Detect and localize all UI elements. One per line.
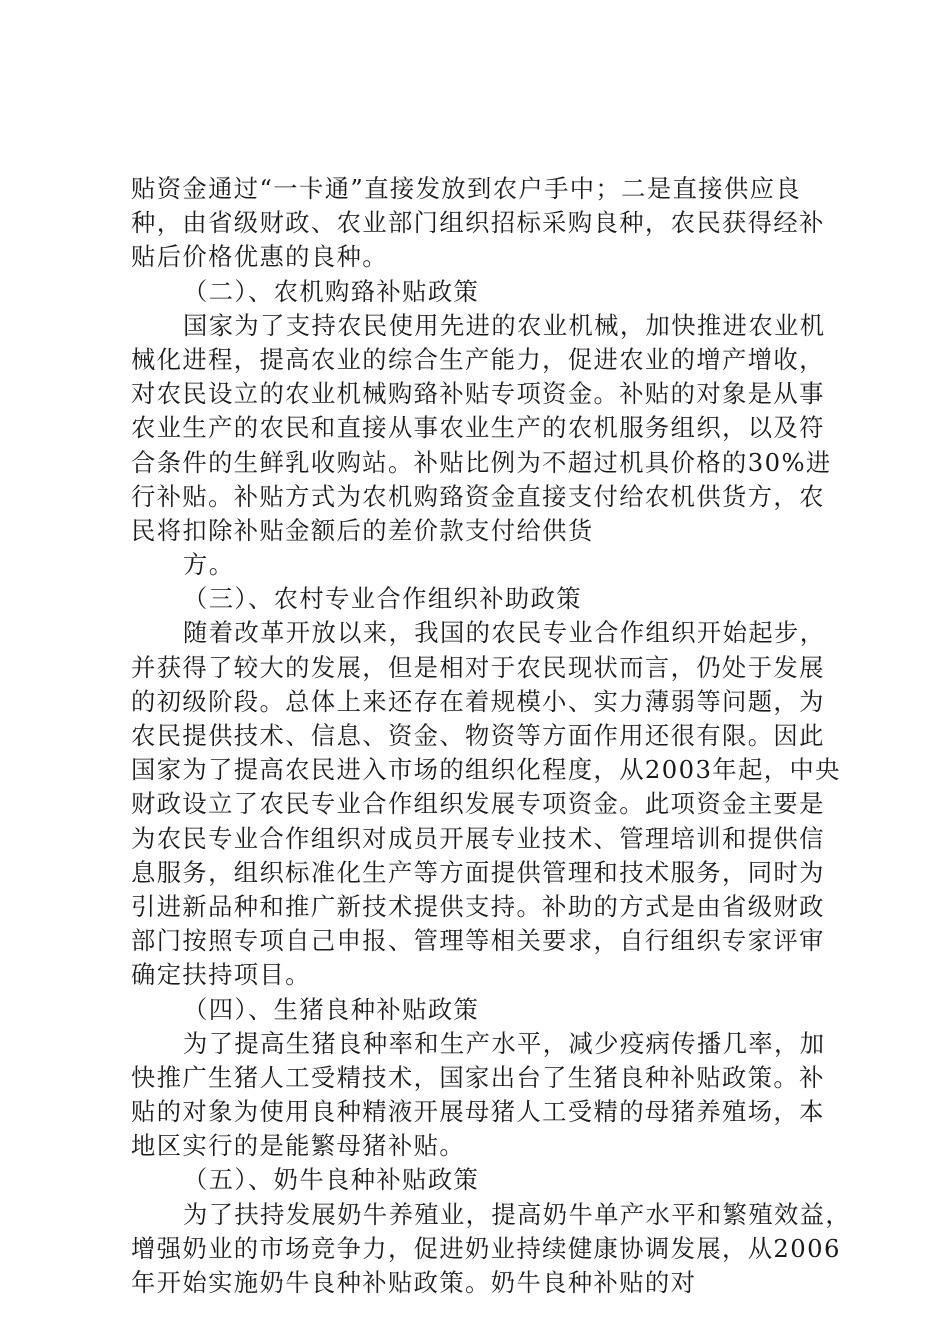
section-heading: （四）、生猪良种补贴政策: [183, 994, 480, 1024]
paragraph-line: 农民提供技术、信息、资金、物资等方面作用还很有限。因此: [131, 721, 825, 750]
paragraph-line: 国家为了支持农民使用先进的农业机械，加快推进农业机: [183, 310, 826, 340]
paragraph-line: 年开始实施奶牛良种补贴政策。奶牛良种补贴的对: [131, 1268, 697, 1297]
section-heading: （五）、奶牛良种补贴政策: [183, 1165, 480, 1195]
paragraph-line: 方。: [183, 550, 235, 580]
section-heading: （三）、农村专业合作组织补助政策: [183, 584, 582, 614]
paragraph-line: 贴后价格优惠的良种。: [131, 242, 388, 272]
paragraph-line: 农业生产的农民和直接从事农业生产的农机服务组织，以及符: [131, 413, 825, 443]
paragraph-line: 贴资金通过“一卡通”直接发放到农户手中；二是直接供应良: [131, 174, 802, 203]
paragraph-line: 贴的对象为使用良种精液开展母猪人工受精的母猪养殖场，本: [131, 1097, 825, 1127]
paragraph-line: 为农民专业合作组织对成员开展专业技术、管理培训和提供信: [131, 823, 825, 853]
paragraph-line: 的初级阶段。总体上来还存在着规模小、实力薄弱等问题，为: [131, 686, 825, 716]
paragraph-line: 快推广生猪人工受精技术，国家出台了生猪良种补贴政策。补: [131, 1062, 825, 1092]
paragraph-line: 为了扶持发展奶牛养殖业，提高奶牛单产水平和繁殖效益，: [183, 1199, 852, 1229]
section-heading: （二）、农机购臵补贴政策: [183, 276, 480, 306]
paragraph-line: 民将扣除补贴金额后的差价款支付给供货: [131, 515, 594, 545]
paragraph-line: 部门按照专项自己申报、管理等相关要求，自行组织专家评审: [131, 926, 825, 956]
paragraph-line: 息服务，组织标准化生产等方面提供管理和技术服务，同时为: [131, 857, 825, 887]
paragraph-line: 械化进程，提高农业的综合生产能力，促进农业的增产增收，: [131, 344, 825, 374]
paragraph-line: 为了提高生猪良种率和生产水平，减少疫病传播几率，加: [183, 1028, 826, 1058]
paragraph-line: 地区实行的是能繁母猪补贴。: [131, 1131, 466, 1161]
paragraph-line: 引进新品种和推广新技术提供支持。补助的方式是由省级财政: [131, 891, 825, 921]
paragraph-line: 确定扶持项目。: [131, 960, 311, 990]
paragraph-line: 行补贴。补贴方式为农机购臵资金直接支付给农机供货方，农: [131, 481, 825, 511]
paragraph-line: 随着改革开放以来，我国的农民专业合作组织开始起步，: [183, 618, 826, 648]
paragraph-line: 种，由省级财政、农业部门组织招标采购良种，农民获得经补: [131, 208, 825, 238]
paragraph-line: 增强奶业的市场竞争力，促进奶业持续健康协调发展，从2006: [131, 1233, 841, 1263]
paragraph-line: 合条件的生鲜乳收购站。补贴比例为不超过机具价格的30%进: [131, 447, 832, 477]
paragraph-line: 对农民设立的农业机械购臵补贴专项资金。补贴的对象是从事: [131, 379, 825, 409]
paragraph-line: 财政设立了农民专业合作组织发展专项资金。此项资金主要是: [131, 789, 825, 819]
document-body: [131, 172, 852, 1300]
paragraph-line: 并获得了较大的发展，但是相对于农民现状而言，仍处于发展: [131, 652, 825, 682]
paragraph-line: 国家为了提高农民进入市场的组织化程度，从2003年起，中央: [131, 755, 841, 785]
